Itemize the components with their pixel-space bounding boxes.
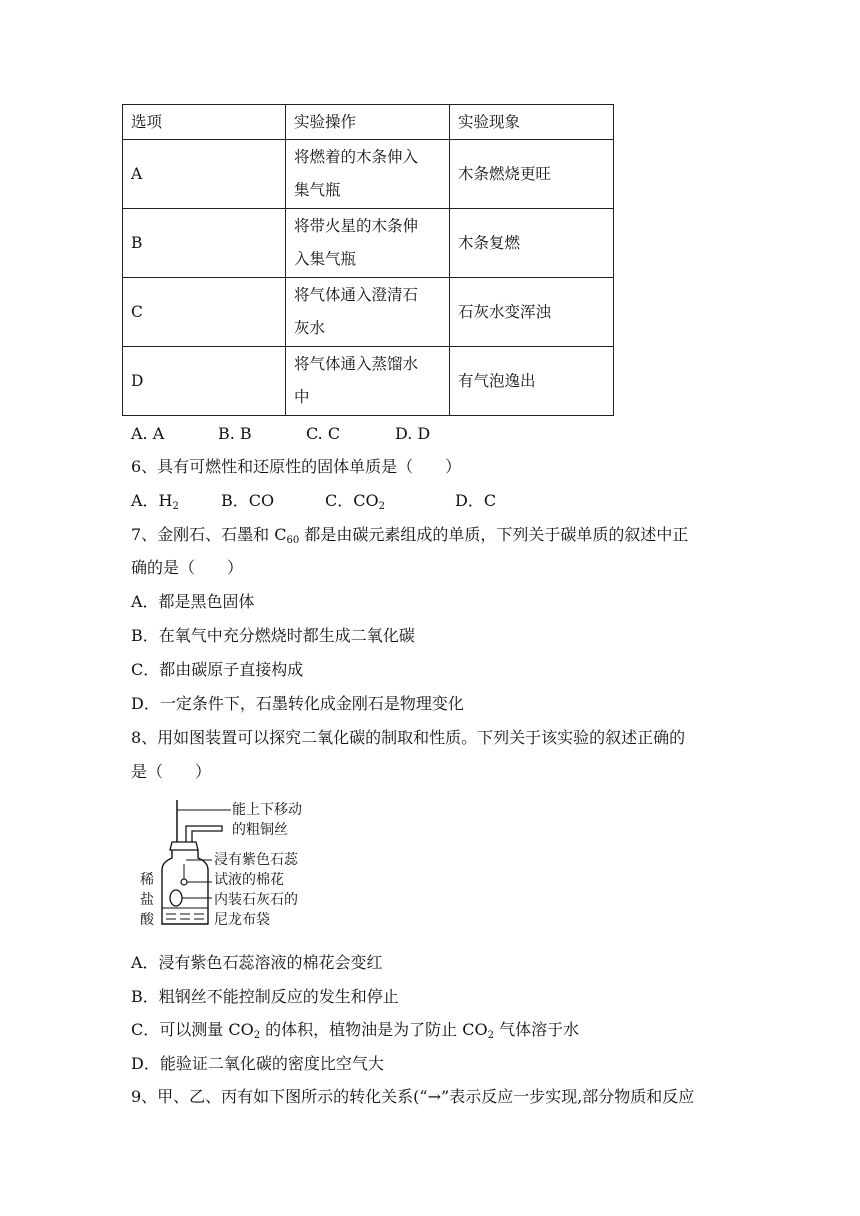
q8-stem: 8、用如图装置可以探究二氧化碳的制取和性质。下列关于该实验的叙述正确的 <box>131 728 686 747</box>
header-phenomenon: 实验现象 <box>450 105 614 140</box>
header-option: 选项 <box>123 105 286 140</box>
label-acid-2: 盐 <box>140 892 154 908</box>
q6-option-d: D．C <box>455 491 497 510</box>
q8-option-c: C．可以测量 $CO_2$ 的体积，植物油是为了防止 $CO_2$ 气体溶于水 <box>131 1020 580 1041</box>
q7-stem-line2: 确的是（ ） <box>131 558 244 577</box>
q5-option-d: D. D <box>395 424 431 443</box>
q8-option-b: B．粗钢丝不能控制反应的发生和停止 <box>131 987 399 1006</box>
table-row <box>123 209 614 278</box>
cotton-ball <box>181 879 187 885</box>
label-wire-2: 的粗铜丝 <box>232 822 288 838</box>
label-acid-1: 稀 <box>140 872 154 888</box>
q6-option-b: B．CO <box>221 491 275 510</box>
q6-stem: 6、具有可燃性和还原性的固体单质是（ ） <box>131 457 462 476</box>
row-phenomenon: 木条燃烧更旺 <box>450 140 614 209</box>
row-option: A <box>123 140 286 209</box>
q5-option-b: B. B <box>218 424 252 443</box>
q6-options <box>131 491 496 511</box>
reagent-bottle <box>162 850 208 924</box>
row-option: B <box>123 209 286 278</box>
q5-options <box>131 424 430 444</box>
experiment-table <box>122 104 614 416</box>
label-bag-1: 内装石灰石的 <box>214 892 298 908</box>
q7-option-d: D．一定条件下，石墨转化成金刚石是物理变化 <box>131 694 464 713</box>
label-cotton-2: 试液的棉花 <box>214 872 284 888</box>
table-row <box>123 347 614 416</box>
label-bag-2: 尼龙布袋 <box>214 912 270 928</box>
table-row <box>123 140 614 209</box>
table-row <box>123 278 614 347</box>
row-phenomenon: 木条复燃 <box>450 209 614 278</box>
q7-option-b: B．在氧气中充分燃烧时都生成二氧化碳 <box>131 626 415 645</box>
q8-option-a: A．浸有紫色石蕊溶液的棉花会变红 <box>131 953 383 972</box>
q7-option-a: A．都是黑色固体 <box>131 592 255 611</box>
row-option: D <box>123 347 286 416</box>
label-wire-1: 能上下移动 <box>232 802 302 818</box>
row-operation: 将燃着的木条伸入 集气瓶 <box>286 140 450 209</box>
table-header-row <box>123 105 614 140</box>
row-phenomenon: 石灰水变浑浊 <box>450 278 614 347</box>
nylon-bag <box>170 890 182 906</box>
row-operation: 将气体通入蒸馏水 中 <box>286 347 450 416</box>
rubber-stopper <box>170 842 198 850</box>
label-cotton-1: 浸有紫色石蕊 <box>214 852 298 868</box>
q8-stem-line2: 是（ ） <box>131 762 212 781</box>
q7-option-c: C．都由碳原子直接构成 <box>131 660 304 679</box>
header-operation: 实验操作 <box>286 105 450 140</box>
q5-option-a: A. A <box>131 424 165 443</box>
row-operation: 将气体通入澄清石 灰水 <box>286 278 450 347</box>
row-phenomenon: 有气泡逸出 <box>450 347 614 416</box>
row-option: C <box>123 278 286 347</box>
q8-option-d: D．能验证二氧化碳的密度比空气大 <box>131 1054 384 1073</box>
q5-option-c: C. C <box>306 424 341 443</box>
q6-option-c: C．$CO_2$ <box>325 491 385 512</box>
q9-stem: 9、甲、乙、丙有如下图所示的转化关系(“→”表示反应一步实现,部分物质和反应 <box>131 1087 695 1106</box>
q6-option-a: A．$H_2$ <box>131 491 179 512</box>
row-operation: 将带火星的木条伸 入集气瓶 <box>286 209 450 278</box>
q7-stem: 7、金刚石、石墨和 $C_{60}$ 都是由碳元素组成的单质，下列关于碳单质的叙述中正 <box>131 525 689 546</box>
label-acid-3: 酸 <box>140 912 154 928</box>
co2-apparatus-diagram <box>136 798 336 930</box>
